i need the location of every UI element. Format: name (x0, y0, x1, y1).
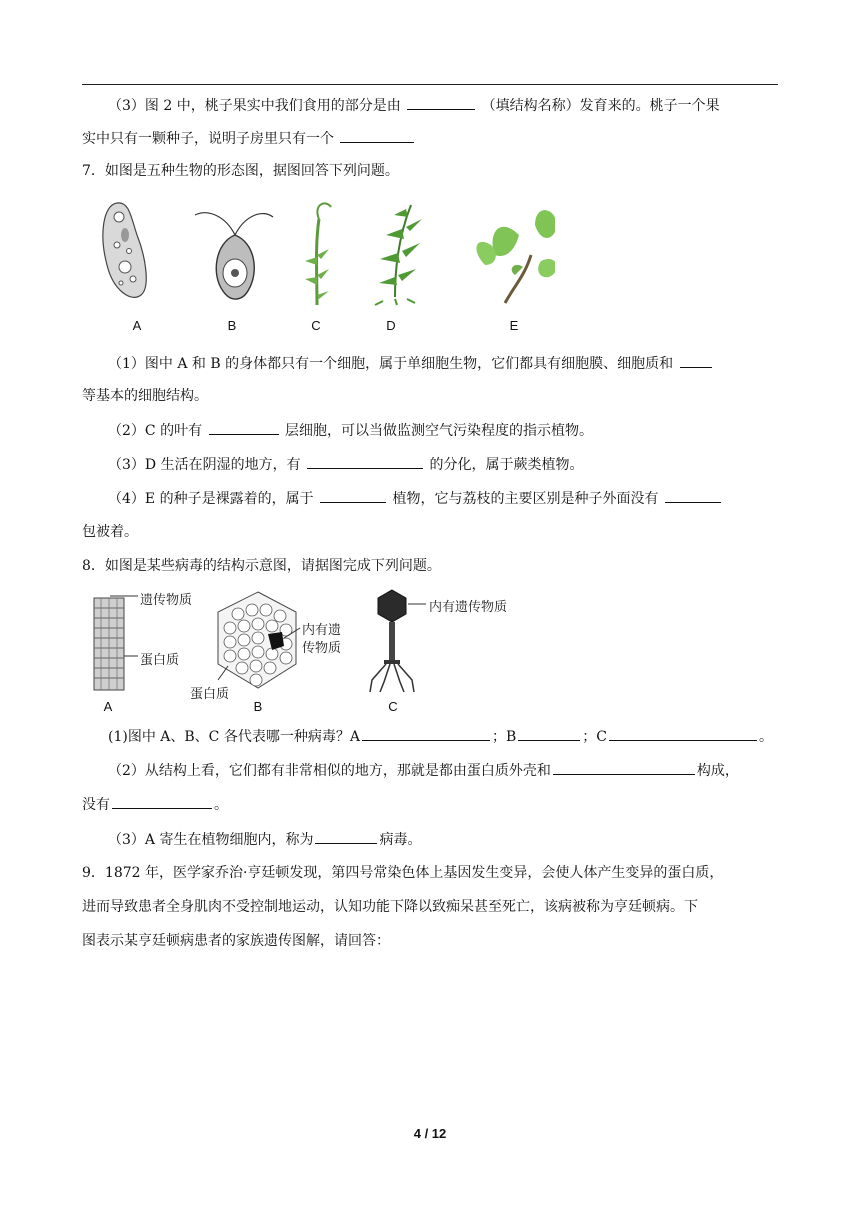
q8-sub3 (108, 829, 808, 850)
header-rule (82, 84, 778, 85)
q9-line2: 进而导致患者全身肌肉不受控制地运动，认知功能下降以致痴呆甚至死亡，该病被称为亨廷顿病。下 (82, 899, 698, 915)
q8-sub3-text-a: （3）A 寄生在植物细胞内，称为 (108, 832, 314, 848)
answer-blank[interactable] (553, 760, 695, 775)
chlamydomonas-illustration (195, 213, 273, 299)
moss-illustration (305, 203, 331, 305)
answer-blank[interactable] (609, 726, 757, 741)
answer-blank[interactable] (209, 420, 279, 435)
answer-blank[interactable] (315, 829, 377, 844)
q8-sub2-line2 (82, 794, 782, 815)
adenovirus-illustration (218, 592, 300, 688)
q7-sub2-text-a: （2）C 的叶有 (108, 423, 203, 439)
ginkgo-illustration (476, 210, 555, 303)
q8-sub1-text-c: ；C (582, 729, 607, 745)
fig-label-virus-c: C (388, 699, 398, 714)
q8-sub1-text-b: ；B (491, 729, 517, 745)
answer-blank[interactable] (407, 95, 475, 110)
answer-blank[interactable] (680, 353, 712, 368)
answer-blank[interactable] (112, 794, 212, 809)
q7-sub3-text-a: （3）D 生活在阴湿的地方，有 (108, 457, 301, 473)
label-b-inner-1: 内有遗 (302, 623, 342, 638)
q8-sub3-text-b: 病毒。 (379, 832, 422, 848)
label-a-protein: 蛋白质 (140, 653, 180, 668)
q8-stem: 8．如图是某些病毒的结构示意图，请据图完成下列问题。 (82, 558, 441, 574)
label-b-protein: 蛋白质 (190, 687, 230, 702)
q8-sub1-end: 。 (758, 729, 773, 745)
q7-sub4-text-a: （4）E 的种子是裸露着的，属于 (108, 491, 314, 507)
q7-sub2-text-b: 层细胞，可以当做监测空气污染程度的指示植物。 (284, 423, 593, 439)
q6-sub3-line1 (108, 95, 808, 116)
q7-sub4-line1 (108, 488, 808, 509)
q9-line1: 9．1872 年，医学家乔治·亨廷顿发现，第四号常染色体上基因发生变异，会使人体产生变异的蛋白质， (82, 865, 724, 881)
q7-organisms-figure (95, 195, 555, 315)
fig-label-d: D (386, 318, 396, 333)
q7-stem: 7．如图是五种生物的形态图，据图回答下列问题。 (82, 163, 399, 179)
q8-sub2-end: 。 (214, 797, 228, 813)
q8-sub2-text-a: （2）从结构上看，它们都有非常相似的地方，那就是都由蛋白质外壳和 (108, 763, 551, 779)
q8-sub1-text-a: (1)图中 A、B、C 各代表哪一种病毒？A (108, 729, 360, 745)
q6-sub3-line2 (82, 128, 782, 149)
label-a-genetic: 遗传物质 (140, 593, 193, 608)
q7-sub2 (108, 420, 808, 441)
answer-blank[interactable] (340, 128, 414, 143)
answer-blank[interactable] (665, 488, 721, 503)
q8-sub2-text-c: 没有 (82, 797, 110, 813)
q6-sub3-text-a: （3）图 2 中，桃子果实中我们食用的部分是由 (108, 98, 401, 114)
label-c-inner: 内有遗传物质 (429, 600, 508, 615)
q9-line3: 图表示某亨廷顿病患者的家族遗传图解，请回答： (82, 933, 390, 949)
tobacco-mosaic-virus-illustration (94, 596, 138, 690)
q8-sub1 (108, 726, 808, 747)
fig-label-virus-a: A (103, 699, 113, 714)
page-number: 4 / 12 (413, 1126, 447, 1141)
q8-sub2-text-b: 构成， (696, 763, 739, 779)
q7-sub1-line2: 等基本的细胞结构。 (82, 388, 208, 404)
fig-label-e: E (509, 318, 519, 333)
label-b-inner-2: 传物质 (302, 641, 342, 656)
fig-label-virus-b: B (253, 699, 263, 714)
q6-sub3-text-c: 实中只有一颗种子，说明子房里只有一个 (82, 131, 334, 147)
q7-sub4-line2: 包被着。 (82, 524, 138, 540)
q7-sub1-line1 (108, 353, 808, 374)
q6-sub3-text-b: （填结构名称）发育来的。桃子一个果 (481, 98, 720, 114)
answer-blank[interactable] (362, 726, 490, 741)
q7-sub1-text: （1）图中 A 和 B 的身体都只有一个细胞，属于单细胞生物，它们都具有细胞膜、细胞质和 (108, 356, 674, 372)
answer-blank[interactable] (307, 454, 423, 469)
q8-sub2-line1 (108, 760, 808, 781)
fig-label-b: B (227, 318, 237, 333)
answer-blank[interactable] (518, 726, 580, 741)
fig-label-a: A (132, 318, 142, 333)
fern-illustration (375, 205, 422, 305)
q7-sub3 (108, 454, 808, 475)
q7-sub3-text-b: 的分化，属于蕨类植物。 (429, 457, 584, 473)
fig-label-c: C (311, 318, 321, 333)
bacteriophage-illustration (370, 590, 426, 692)
paramecium-illustration (103, 203, 146, 298)
answer-blank[interactable] (320, 488, 386, 503)
q7-sub4-text-b: 植物，它与荔枝的主要区别是种子外面没有 (392, 491, 659, 507)
